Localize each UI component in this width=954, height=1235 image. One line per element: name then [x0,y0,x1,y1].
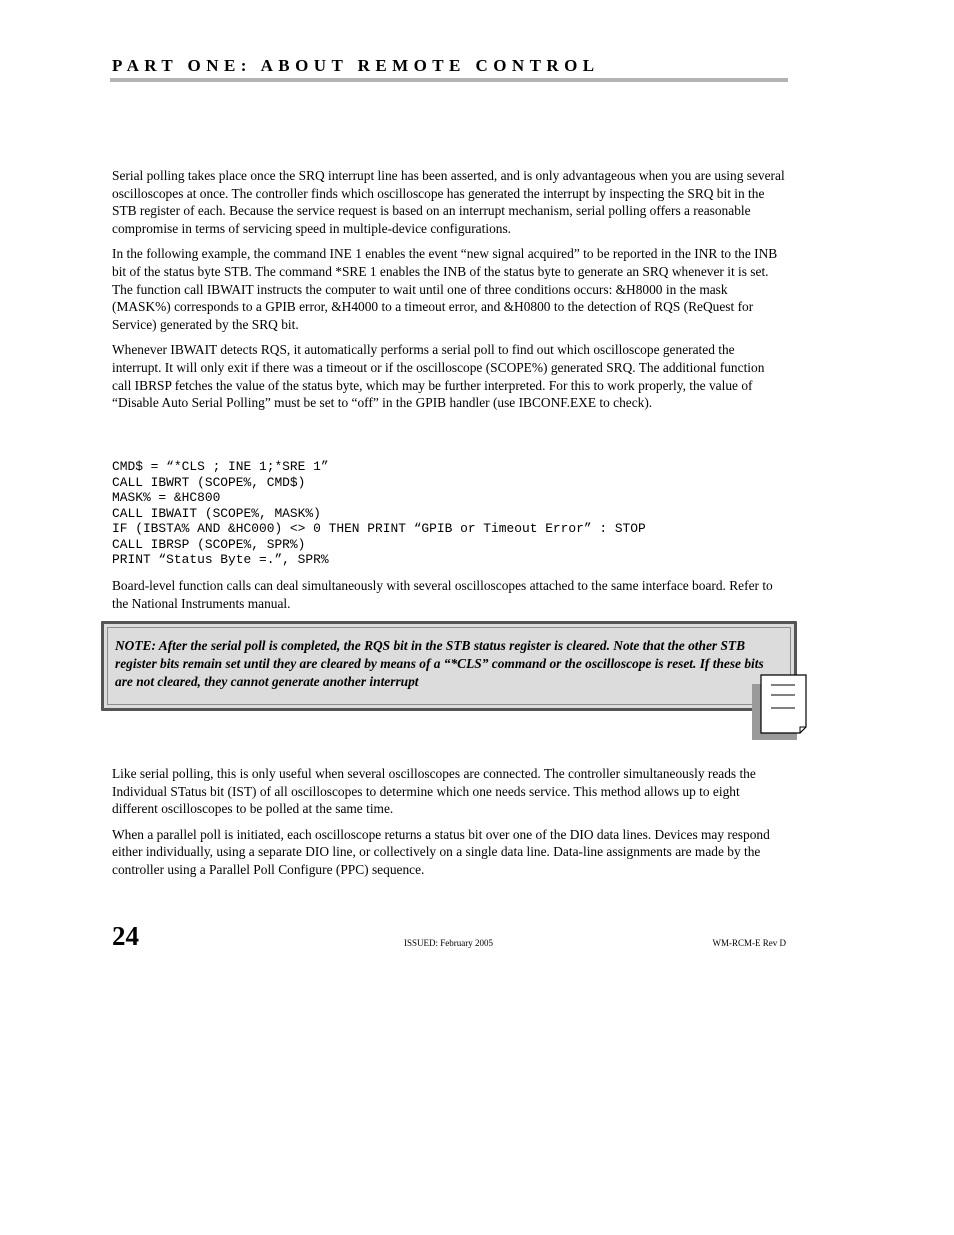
after-code-section [112,577,786,620]
paragraph: Whenever IBWAIT detects RQS, it automatically performs a serial poll to find out which oscilloscope generated the interrupt. It will only exit if there was a timeout or if the oscilloscope (SCOPE%) generated SRQ. The additional function call IBRSP fetches the value of the status byte, which may be further interpreted. For this to work properly, the value of “Disable Auto Serial Polling” must be set to “off” in the GPIB handler (use IBCONF.EXE to check). [112,342,765,411]
note-box [101,621,797,711]
note-text: NOTE: After the serial poll is completed, the RQS bit in the STB status register is cleared. Note that the other STB register bits remain set until they are cleared by means of a “*CLS” command or the oscilloscope is reset. If these bits are not cleared, they cannot generate another interrupt [115,638,764,689]
code-line: CALL IBWRT (SCOPE%, CMD$) [112,474,306,490]
issued-date: ISSUED: February 2005 [404,938,493,948]
note-page-icon [752,674,807,740]
code-listing [112,459,802,568]
page-header-title: PART ONE: ABOUT REMOTE CONTROL [112,56,600,75]
header-rule [110,78,788,82]
code-line: CALL IBWAIT (SCOPE%, MASK%) [112,505,321,521]
paragraph: In the following example, the command INE 1 enables the event “new signal acquired” to be reported in the INR to the INB bit of the status byte STB. The command *SRE 1 enables the INB of the status byte to generate an SRQ whenever it is set. The function call IBWAIT instructs the computer to wait until one of three conditions occurs: &H8000 in the mask (MASK%) corresponds to a GPIB error, &H4000 to a timeout error, and &H0800 to the detection of RQS (ReQuest for Service) generated by the SRQ bit. [112,246,778,332]
parallel-poll-section [112,765,786,887]
code-line: PRINT “Status Byte =.”, SPR% [112,552,329,567]
code-line: CALL IBRSP (SCOPE%, SPR%) [112,536,306,552]
code-line: CMD$ = “*CLS ; INE 1;*SRE 1” [112,459,329,474]
code-line: MASK% = &HC800 [112,490,221,505]
paragraph: Board-level function calls can deal simultaneously with several oscilloscopes attached to the same interface board. Refer to the National Instruments manual. [112,578,773,611]
serial-poll-section [112,167,786,420]
paragraph: When a parallel poll is initiated, each oscilloscope returns a status bit over one of the DIO data lines. Devices may respond either individually, using a separate DIO line, or collectively on a single data line. Data-line assignments are made by the controller using a Parallel Poll Configure (PPC) sequence. [112,826,770,877]
document-id: WM-RCM-E Rev D [712,938,786,948]
page-number: 24 [112,921,139,951]
code-line: IF (IBSTA% AND &HC000) <> 0 THEN PRINT “GPIB or Timeout Error” : STOP [112,521,646,536]
paragraph: Like serial polling, this is only useful when several oscilloscopes are connected. The controller simultaneously reads the Individual STatus bit (IST) of all oscilloscopes to determine which one needs service. This method allows up to eight different oscilloscopes to be polled at the same time. [112,766,756,817]
paragraph: Serial polling takes place once the SRQ interrupt line has been asserted, and is only advantageous when you are using several oscilloscopes at once. The controller finds which oscilloscope has generated the interrupt by inspecting the SRQ bit in the STB register of each. Because the service request is based on an interrupt mechanism, serial polling offers a reasonable compromise in terms of servicing speed in multiple-device configurations. [112,168,785,236]
